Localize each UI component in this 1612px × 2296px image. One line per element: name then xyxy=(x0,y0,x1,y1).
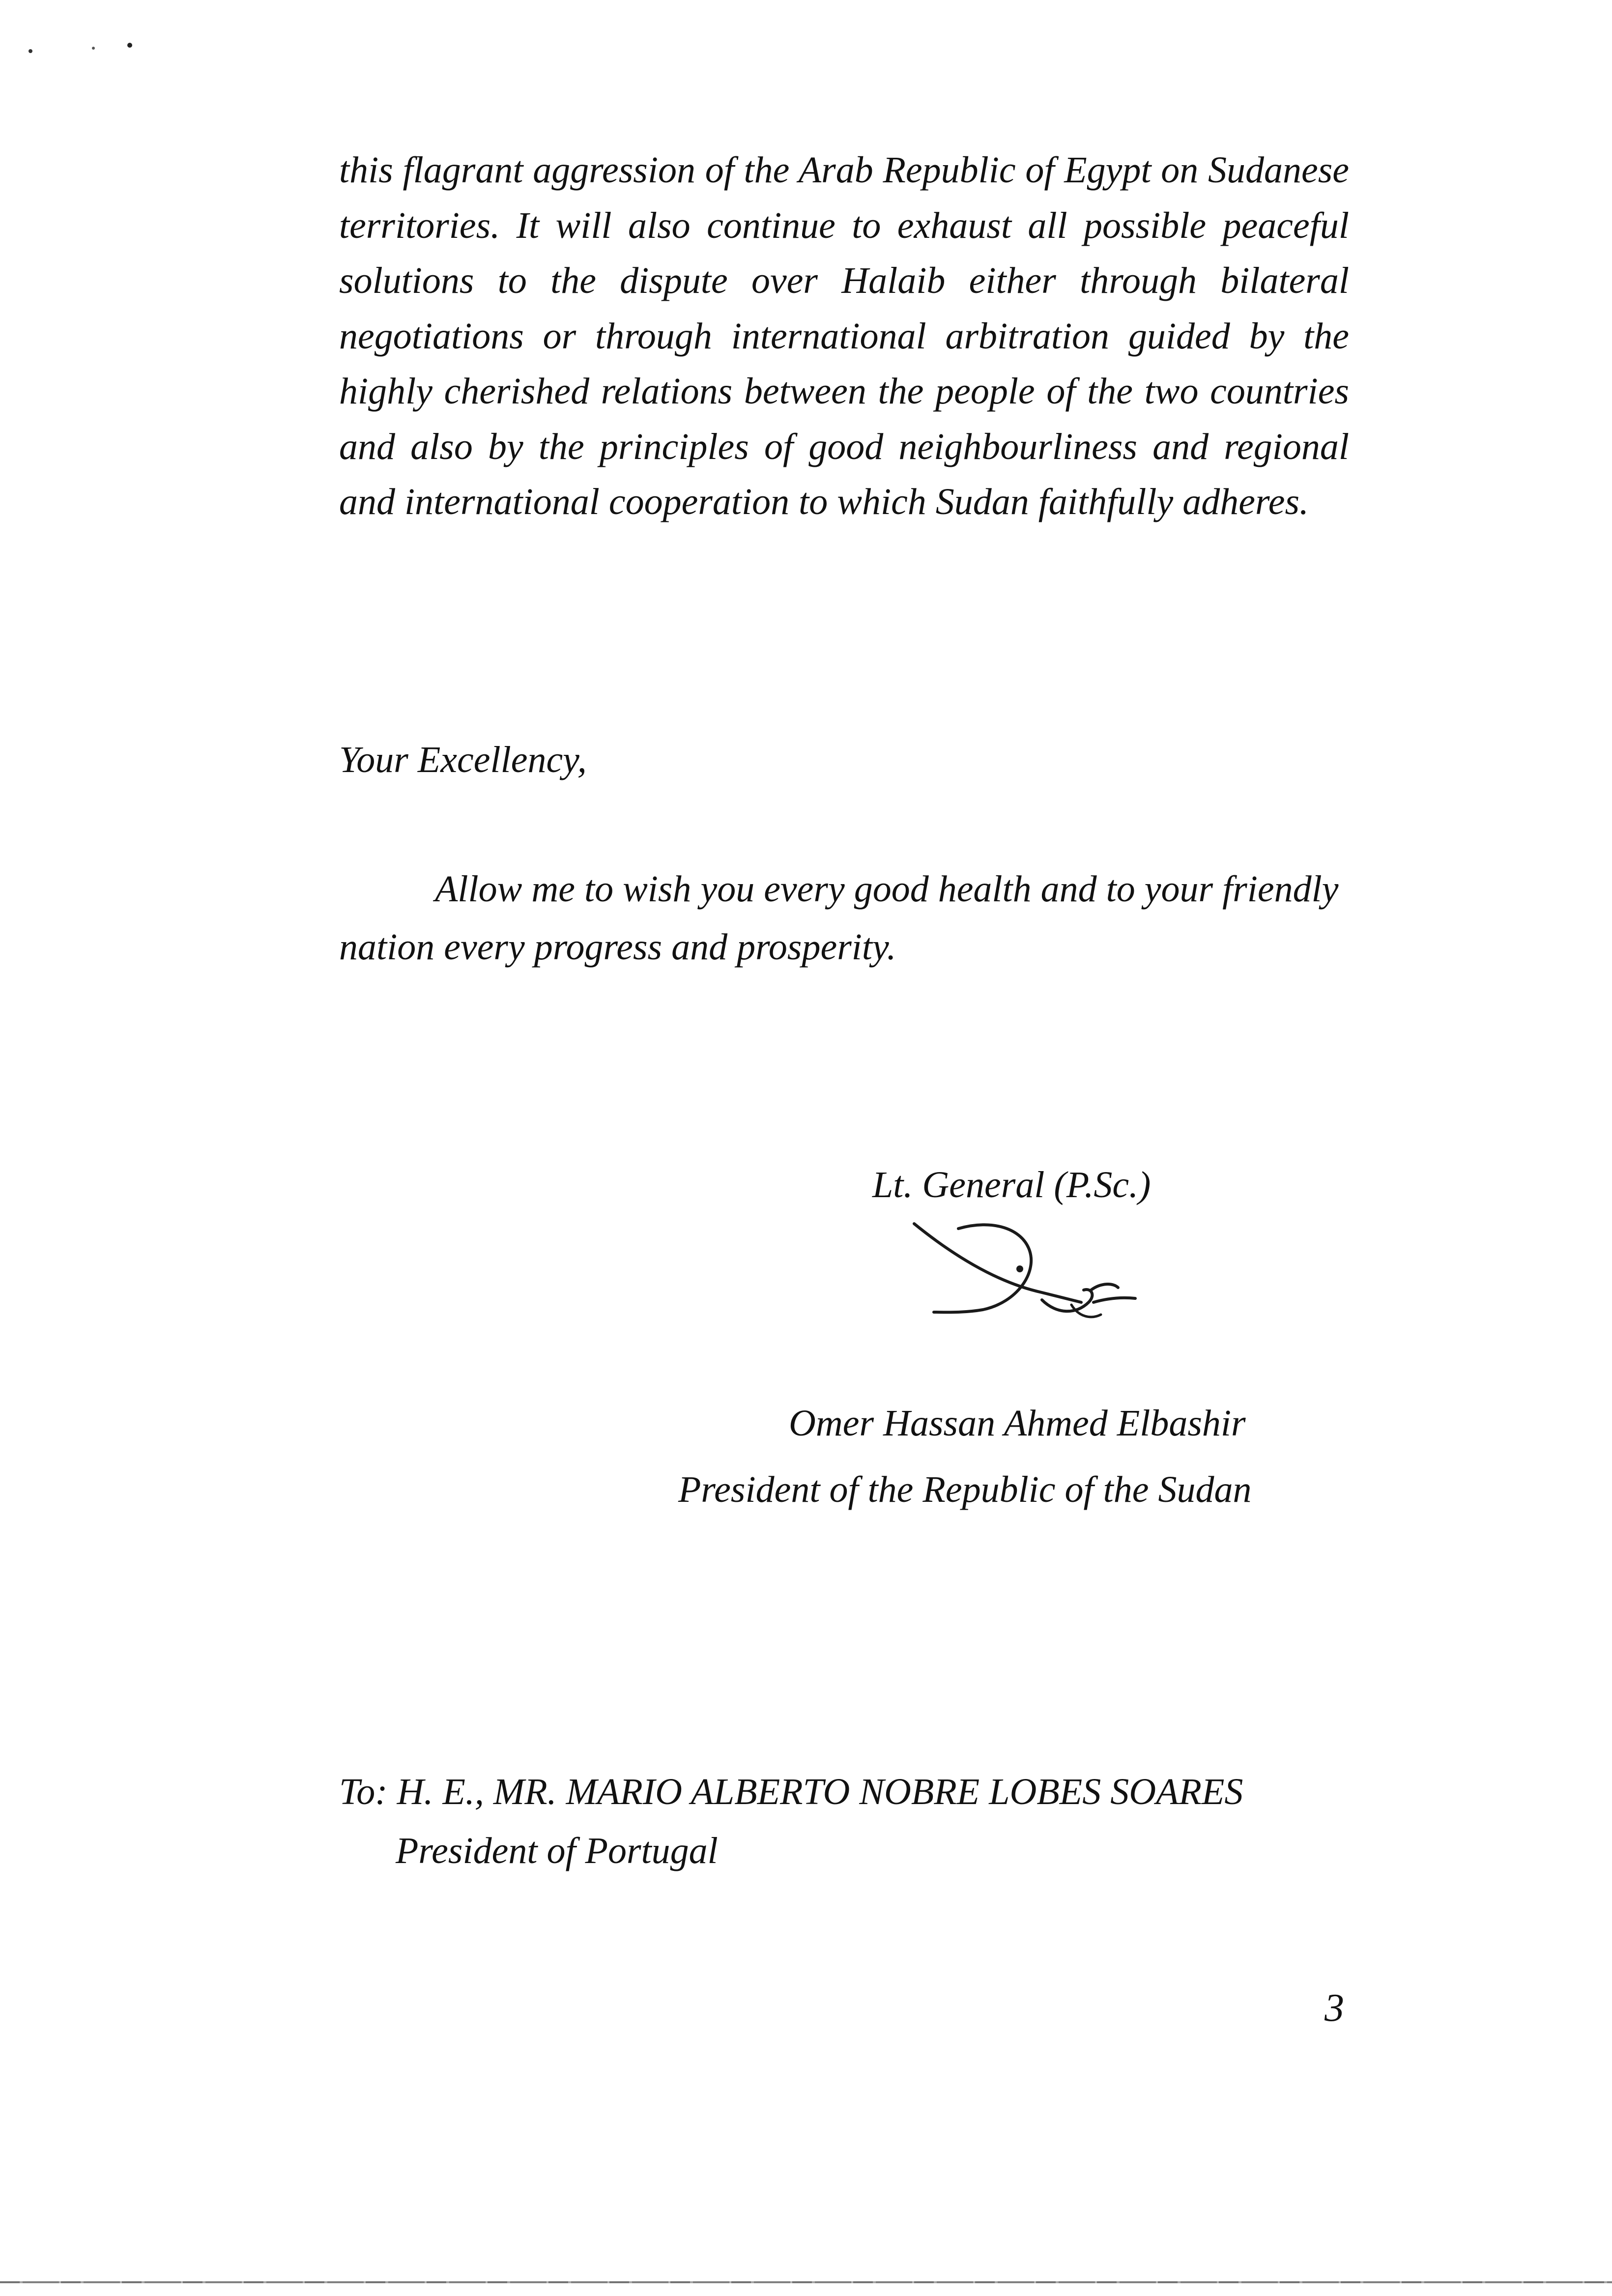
signer-rank: Lt. General (P.Sc.) xyxy=(872,1164,1151,1205)
scan-specks xyxy=(0,0,197,79)
recipient-line: To: H. E., MR. MARIO ALBERTO NOBRE LOBES SOARES xyxy=(339,1771,1243,1812)
recipient-title: President of Portugal xyxy=(396,1830,718,1871)
page-number: 3 xyxy=(1324,1986,1344,2030)
scan-edge-line xyxy=(0,2281,1612,2283)
salutation: Your Excellency, xyxy=(339,739,587,780)
signer-title: President of the Republic of the Sudan xyxy=(678,1469,1252,1510)
closing-paragraph: Allow me to wish you every good health and to your friendly nation every progress and prosperity. xyxy=(339,868,1339,968)
handwritten-signature xyxy=(894,1209,1150,1356)
signer-name: Omer Hassan Ahmed Elbashir xyxy=(789,1403,1246,1444)
body-paragraph: this flagrant aggression of the Arab Republic of Egypt on Sudanese territories. It will also continue to exhaust all possible peaceful solutions to the dispute over Halaib either through bilateral negotiations or through international arbitration guided by the highly cherished relations between the people of the two countries and also by the principles of good neighbourliness and regional and international cooperation to which Sudan faithfully adheres. xyxy=(339,149,1349,522)
